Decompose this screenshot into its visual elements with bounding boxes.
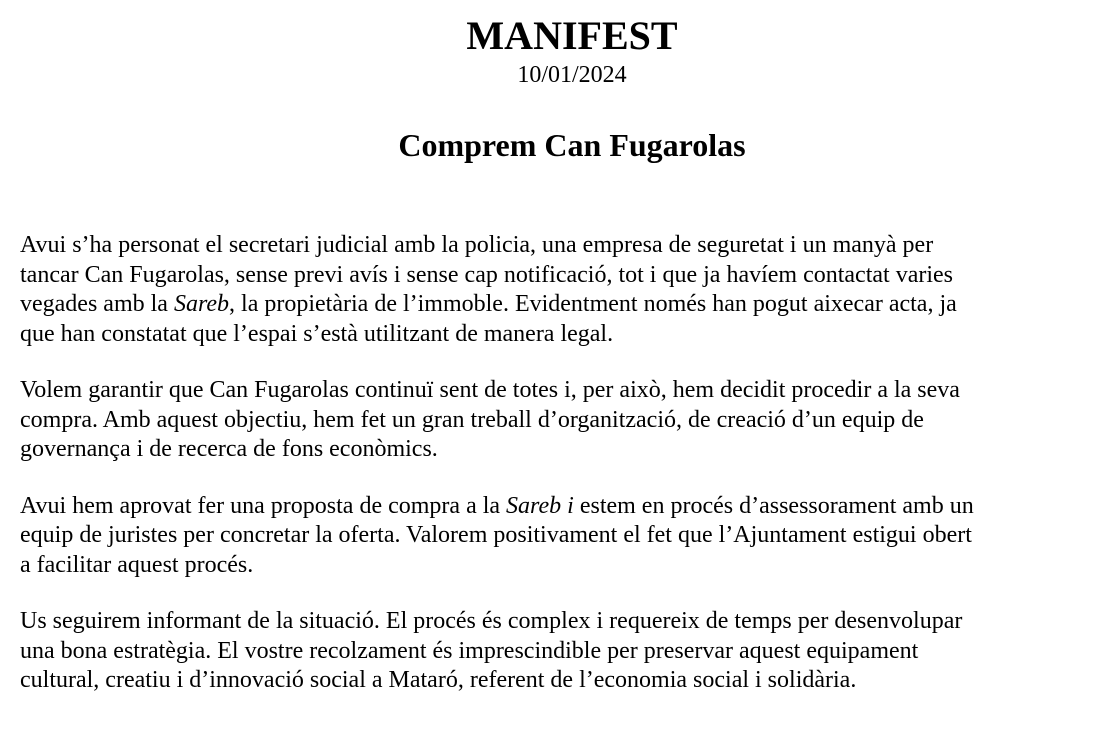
document-body: [20, 231, 1116, 723]
text-line: [20, 290, 1116, 320]
text-segment: cultural, creatiu i d’innovació social a Mataró, referent de l’economia social i solidària.: [20, 667, 857, 693]
text-line: [20, 435, 1116, 465]
text-line: [20, 320, 1116, 350]
text-segment: , la propietària de l’immoble. Evidentment només han pogut aixecar acta, ja: [229, 291, 957, 317]
text-line: [20, 607, 1116, 637]
text-line: [20, 406, 1116, 436]
text-segment: equip de juristes per concretar la oferta. Valorem positivament el fet que l’Ajuntament estigui obert: [20, 522, 972, 548]
paragraph-1: [20, 231, 1116, 349]
paragraph-4: [20, 607, 1116, 696]
text-segment: una bona estratègia. El vostre recolzament és imprescindible per preservar aquest equipament: [20, 637, 919, 664]
italic-text-segment: Sareb i: [506, 492, 574, 519]
text-segment: vegades amb la: [20, 291, 174, 317]
text-line: [20, 637, 1116, 667]
text-line: [20, 492, 1116, 522]
text-segment: a facilitar aquest procés.: [20, 551, 254, 578]
text-segment: governança i de recerca de fons econòmics.: [20, 436, 438, 462]
text-segment: Avui s’ha personat el secretari judicial amb la policia, una empresa de seguretat i un manyà per: [20, 232, 934, 258]
document-date: 10/01/2024: [517, 62, 627, 88]
text-segment: Us seguirem informant de la situació. El procés és complex i requereix de temps per desenvolupar: [20, 608, 963, 634]
document-subtitle: Comprem Can Fugarolas: [398, 127, 746, 163]
text-line: [20, 521, 1116, 551]
paragraph-2: [20, 376, 1116, 465]
text-line: [20, 551, 1116, 581]
text-segment: tancar Can Fugarolas, sense previ avís i sense cap notificació, tot i que ja havíem contactat varies: [20, 261, 953, 288]
paragraph-3: [20, 492, 1116, 581]
text-segment: Avui hem aprovat fer una proposta de compra a la: [20, 492, 507, 519]
document-title: MANIFEST: [466, 13, 678, 58]
text-segment: compra. Amb aquest objectiu, hem fet un gran treball d’organització, de creació d’un equip de: [20, 406, 924, 433]
text-segment: que han constatat que l’espai s’està utilitzant de manera legal.: [20, 320, 614, 347]
text-line: [20, 376, 1116, 406]
italic-text-segment: Sareb: [173, 291, 230, 317]
text-segment: estem en procés d’assessorament amb un: [573, 492, 974, 519]
text-line: [20, 231, 1116, 261]
text-line: [20, 261, 1116, 291]
text-segment: Volem garantir que Can Fugarolas continuï sent de totes i, per això, hem decidit procedir a la seva: [20, 377, 960, 403]
text-line: [20, 666, 1116, 696]
